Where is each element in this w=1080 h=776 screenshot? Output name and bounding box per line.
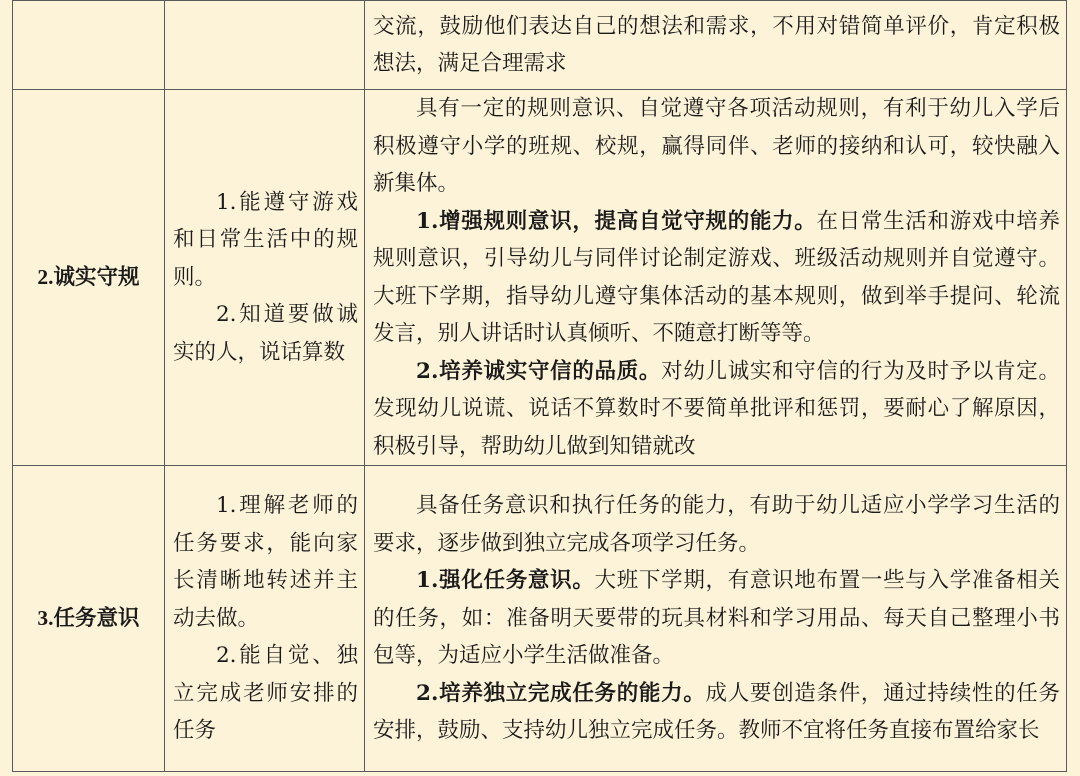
advice-point-lead: 2.培养诚实守信的品质。: [416, 358, 662, 384]
advice-point: [373, 203, 1060, 353]
advice-point: [373, 562, 1060, 675]
table-row-honest: [13, 90, 1067, 466]
goal-item: 1.能遵守游戏和日常生活中的规则。: [173, 189, 358, 290]
advice-point-text: 大班下学期，有意识地布置一些与入学准备相关的任务，如：准备明天要带的玩具材料和学习用品、每天自己整理小书包等，为适应小学生活做准备。: [373, 568, 1060, 669]
topic-cell-task: [13, 466, 165, 772]
goal-cell-honest: [165, 90, 365, 466]
advice-point: [373, 353, 1060, 466]
topic-title: 3.任务意识: [37, 605, 140, 630]
goal-cell-empty: [165, 1, 365, 90]
advice-point-lead: 1.强化任务意识。: [416, 568, 595, 594]
topic-title: 2.诚实守规: [37, 264, 140, 289]
guidance-table: [12, 0, 1067, 772]
goal-item: 1.理解老师的任务要求，能向家长清晰地转述并主动去做。: [173, 493, 358, 631]
advice-cell-continued: [365, 1, 1067, 90]
goal-item: 2.能自觉、独立完成老师安排的任务: [173, 643, 358, 744]
advice-point-text: 在日常生活和游戏中培养规则意识，引导幼儿与同伴讨论制定游戏、班级活动规则并自觉遵守。大班下学期，指导幼儿遵守集体活动的基本规则，做到举手提问、轮流发言，别人讲话时认真倾听、不随意打断等等。: [373, 208, 1060, 346]
table-row-continued: [13, 1, 1067, 90]
goal-cell-task: [165, 466, 365, 772]
advice-intro: 具有一定的规则意识、自觉遵守各项活动规则，有利于幼儿入学后积极遵守小学的班规、校规，赢得同伴、老师的接纳和认可，较快融入新集体。: [373, 96, 1060, 196]
topic-cell-honest: [13, 90, 165, 466]
advice-point-lead: 2.培养独立完成任务的能力。: [416, 680, 706, 706]
advice-point: [373, 675, 1060, 750]
table-row-task: [13, 466, 1067, 772]
advice-text: 交流，鼓励他们表达自己的想法和需求，不用对错简单评价，肯定积极想法，满足合理需求: [373, 13, 1060, 76]
advice-point-lead: 1.增强规则意识，提高自觉守规的能力。: [416, 208, 817, 234]
goal-item: 2.知道要做诚实的人，说话算数: [173, 302, 358, 365]
advice-intro: 具备任务意识和执行任务的能力，有助于幼儿适应小学学习生活的要求，逐步做到独立完成各项学习任务。: [373, 493, 1060, 556]
advice-point-text: 成人要创造条件，通过持续性的任务安排，鼓励、支持幼儿独立完成任务。教师不宜将任务直接布置给家长: [373, 680, 1060, 744]
advice-cell-task: [365, 466, 1067, 772]
topic-cell-empty: [13, 1, 165, 90]
advice-cell-honest: [365, 90, 1067, 466]
advice-point-text: 对幼儿诚实和守信的行为及时予以肯定。发现幼儿说谎、说话不算数时不要简单批评和惩罚，要耐心了解原因，积极引导，帮助幼儿做到知错就改: [373, 358, 1060, 459]
